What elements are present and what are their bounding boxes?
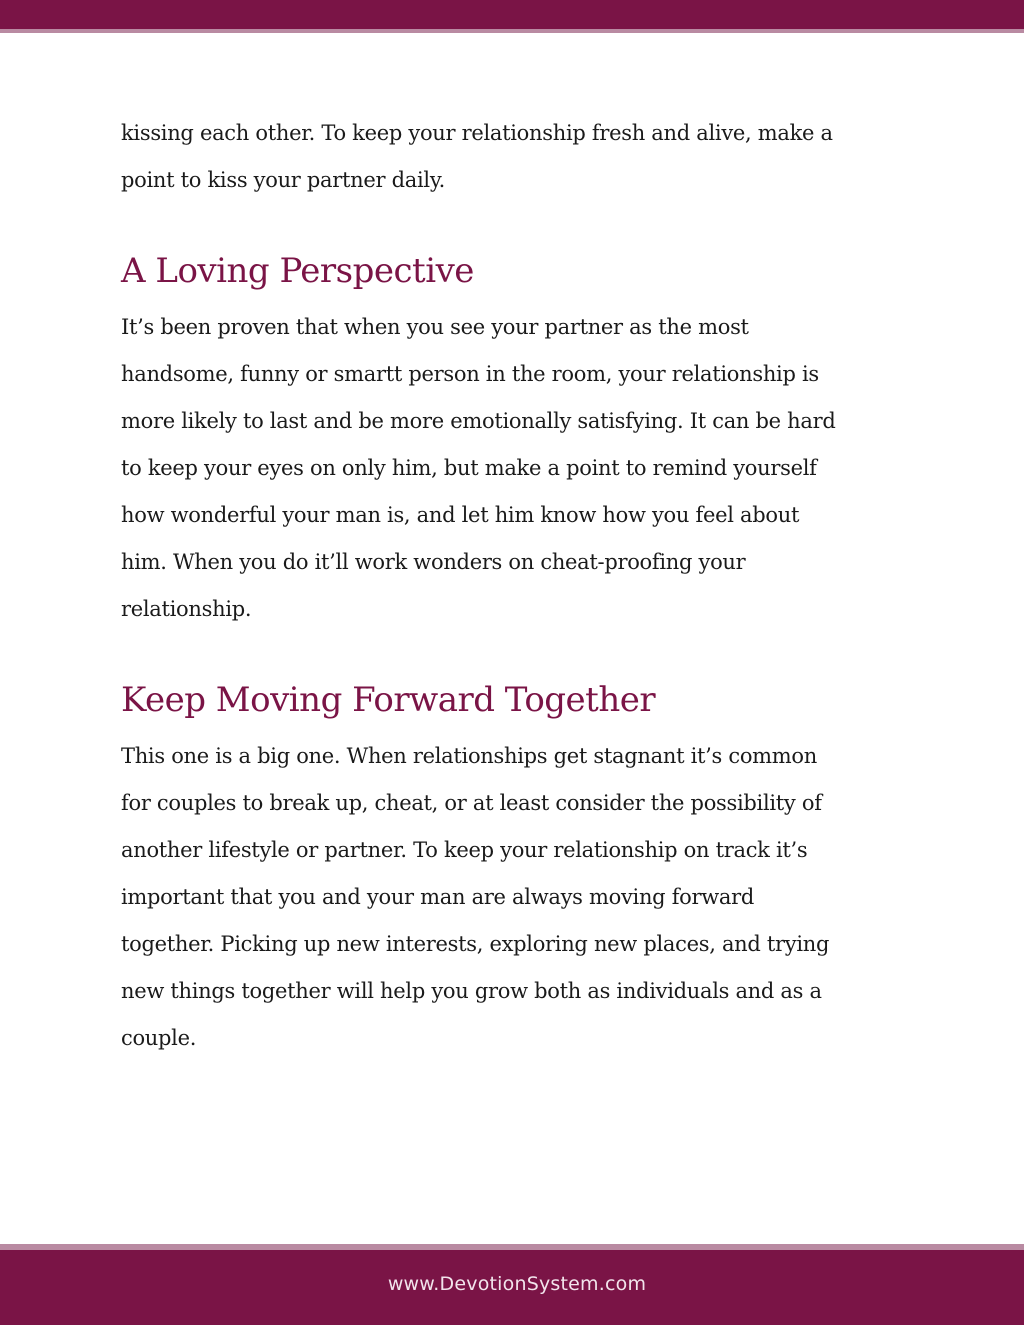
header-bar (0, 0, 1024, 29)
page-content (121, 110, 921, 1062)
section-body-loving-perspective: It’s been proven that when you see your partner as the most handsome, funny or smartt person in the room, your relationship is more likely to last and be more emotionally satisfying. It can be hard to keep your eyes on only him, but make a point to remind yourself how wonderful your man is, and let him know how you feel about him. When you do it’ll work wonders on cheat-proofing your relationship. (121, 315, 836, 621)
section-heading-keep-moving-forward: Keep Moving Forward Together (121, 680, 656, 720)
section-body-keep-moving-forward: This one is a big one. When relationships get stagnant it’s common for couples to break up, cheat, or at least consider the possibility of another lifestyle or partner. To keep your relationship on track it’s important that you and your man are always moving forward together. Picking up new interests, exploring new places, and trying new things together will help you grow both as individuals and as a couple. (121, 744, 830, 1050)
header-accent-line (0, 29, 1024, 33)
intro-paragraph: kissing each other. To keep your relationship fresh and alive, make a point to kiss your partner daily. (121, 121, 833, 192)
section-heading-loving-perspective: A Loving Perspective (121, 251, 474, 291)
footer-website-url: www.DevotionSystem.com (387, 1273, 647, 1295)
